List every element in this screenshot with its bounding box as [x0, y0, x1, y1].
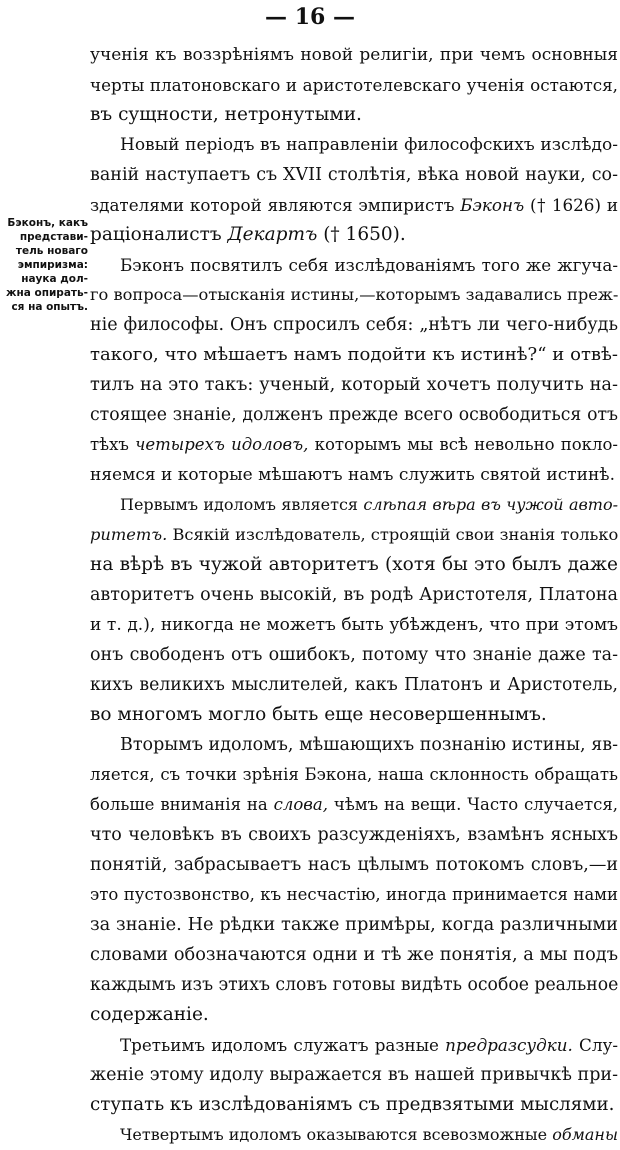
italic-term: четырехъ идоловъ, [135, 435, 309, 454]
italic-term: слѣпая вѣра въ чужой авто- [363, 495, 618, 514]
italic-term: Бэконъ [460, 195, 525, 215]
italic-term: обманы [552, 1125, 618, 1144]
text-line [90, 1090, 618, 1120]
text-line [90, 280, 618, 310]
text-segment: раціоналистъ [90, 224, 222, 245]
text-segment: которымъ мы всѣ невольно покло- [314, 435, 618, 454]
text-segment: ніе философы. Онъ спросилъ себя: „нѣтъ ли чего-нибудь [90, 315, 618, 335]
margin-note-line: ся на опытъ. [11, 301, 88, 313]
text-segment: тѣхъ [90, 435, 129, 454]
text-segment: чѣмъ на вещи. Часто случается, [333, 795, 618, 814]
text-line [90, 400, 618, 430]
text-segment: († 1626) и [530, 195, 618, 215]
italic-term: предразсудки. [445, 1035, 573, 1055]
text-segment: это пустозвонство, къ несчастію, иногда принимается нами [90, 885, 618, 904]
italic-term: слова, [273, 795, 328, 814]
text-segment: ваній наступаетъ съ XVII столѣтія, вѣка новой науки, со- [90, 165, 618, 185]
text-line [90, 1120, 618, 1150]
text-line [90, 1030, 618, 1060]
text-segment: ступать къ изслѣдованіямъ съ предвзятыми мыслями. [90, 1094, 615, 1115]
text-line [90, 220, 618, 250]
text-line [90, 790, 618, 820]
text-line [90, 430, 618, 460]
text-segment: за знаніе. Не рѣдки также примѣры, когда различными [90, 915, 618, 935]
text-line [90, 640, 618, 670]
text-line [90, 700, 618, 730]
text-segment: черты платоновскаго и аристотелевскаго ученія остаются, [90, 75, 618, 95]
text-line [90, 310, 618, 340]
text-line [90, 100, 618, 130]
text-segment: здателями которой являются эмпиристъ [90, 195, 455, 215]
margin-note-line: жна опирать- [6, 287, 88, 299]
text-line [90, 760, 618, 790]
text-segment: содержаніе. [90, 1004, 209, 1025]
text-segment: словами обозначаются одни и тѣ же понятія, а мы подъ [90, 945, 618, 965]
text-segment: въ сущности, нетронутыми. [90, 104, 362, 125]
text-line [90, 1060, 618, 1090]
text-segment: женіе этому идолу выражается въ нашей привычкѣ при- [90, 1065, 618, 1085]
text-line [90, 340, 618, 370]
text-line [90, 970, 618, 1000]
text-segment: Слу- [579, 1035, 618, 1055]
margin-note-line: эмпиризма: [17, 259, 88, 271]
text-segment: что человѣкъ въ своихъ разсужденіяхъ, взамѣнъ ясныхъ [90, 825, 618, 845]
text-line [90, 520, 618, 550]
text-line [90, 850, 618, 880]
text-segment: онъ свободенъ отъ ошибокъ, потому что знаніе даже та- [90, 645, 618, 665]
text-segment: Вторымъ идоломъ, мѣшающихъ познанію истины, яв- [120, 735, 618, 755]
text-line [90, 370, 618, 400]
margin-note-line: представи- [19, 231, 88, 243]
text-line [90, 70, 618, 100]
text-line [90, 550, 618, 580]
text-segment: стоящее знаніе, долженъ прежде всего освободиться отъ [90, 405, 618, 425]
text-segment: Третьимъ идоломъ служатъ разные [120, 1035, 439, 1055]
page-number: — 16 — [265, 4, 355, 30]
text-line [90, 460, 618, 490]
text-line [90, 190, 618, 220]
text-line [90, 1000, 618, 1030]
margin-note-line: наука дол- [21, 273, 88, 285]
text-line [90, 730, 618, 760]
text-segment: Бэконъ посвятилъ себя изслѣдованіямъ того же жгуча- [120, 255, 618, 275]
text-line [90, 820, 618, 850]
text-line [90, 610, 618, 640]
text-segment: ляется, съ точки зрѣнія Бэкона, наша склонность обращать [90, 765, 618, 784]
margin-note [2, 216, 88, 314]
text-line [90, 160, 618, 190]
text-segment: больше вниманія на [90, 795, 268, 814]
text-segment: понятій, забрасываетъ насъ цѣлымъ потокомъ словъ,—и [90, 855, 618, 875]
margin-note-line: Бэконъ, какъ [7, 217, 88, 229]
text-segment: тилъ на это такъ: ученый, который хочетъ получить на- [90, 375, 618, 395]
text-line [90, 250, 618, 280]
text-segment: авторитетъ очень высокій, въ родѣ Аристотеля, Платона [90, 585, 618, 605]
margin-note-line: тель новаго [15, 245, 88, 257]
text-segment: на вѣрѣ въ чужой авторитетъ (хотя бы это былъ даже [90, 554, 618, 575]
text-segment: каждымъ изъ этихъ словъ готовы видѣть особое реальное [90, 975, 618, 995]
text-segment: такого, что мѣшаетъ намъ подойти къ истинѣ?“ и отвѣ- [90, 344, 618, 365]
text-segment: и т. д.), никогда не можетъ быть убѣжденъ, что при этомъ [90, 615, 618, 635]
text-segment: во многомъ могло быть еще несовершеннымъ. [90, 704, 547, 725]
italic-term: Декартъ [227, 224, 318, 245]
text-segment: няемся и которые мѣшаютъ намъ служить святой истинѣ. [90, 465, 615, 485]
text-segment: Первымъ идоломъ является [120, 495, 359, 514]
body-text [90, 40, 618, 1150]
text-line [90, 490, 618, 520]
text-line [90, 130, 618, 160]
text-line [90, 940, 618, 970]
text-segment: Всякій изслѣдователь, строящій свои знанія только [172, 525, 618, 544]
text-segment: го вопроса—отысканія истины,—которымъ задавались преж- [90, 285, 618, 304]
text-line [90, 910, 618, 940]
text-segment: кихъ великихъ мыслителей, какъ Платонъ и Аристотель, [90, 675, 618, 695]
text-line [90, 880, 618, 910]
text-segment: Новый періодъ въ направленіи философскихъ изслѣдо- [120, 135, 618, 155]
text-segment: ученія къ воззрѣніямъ новой религіи, при чемъ основныя [90, 45, 618, 65]
text-line [90, 670, 618, 700]
italic-term: ритетъ. [90, 525, 168, 544]
text-line [90, 40, 618, 70]
text-segment: († 1650). [323, 224, 406, 245]
text-segment: Четвертымъ идоломъ оказываются всевозможные [120, 1125, 548, 1144]
text-line [90, 580, 618, 610]
